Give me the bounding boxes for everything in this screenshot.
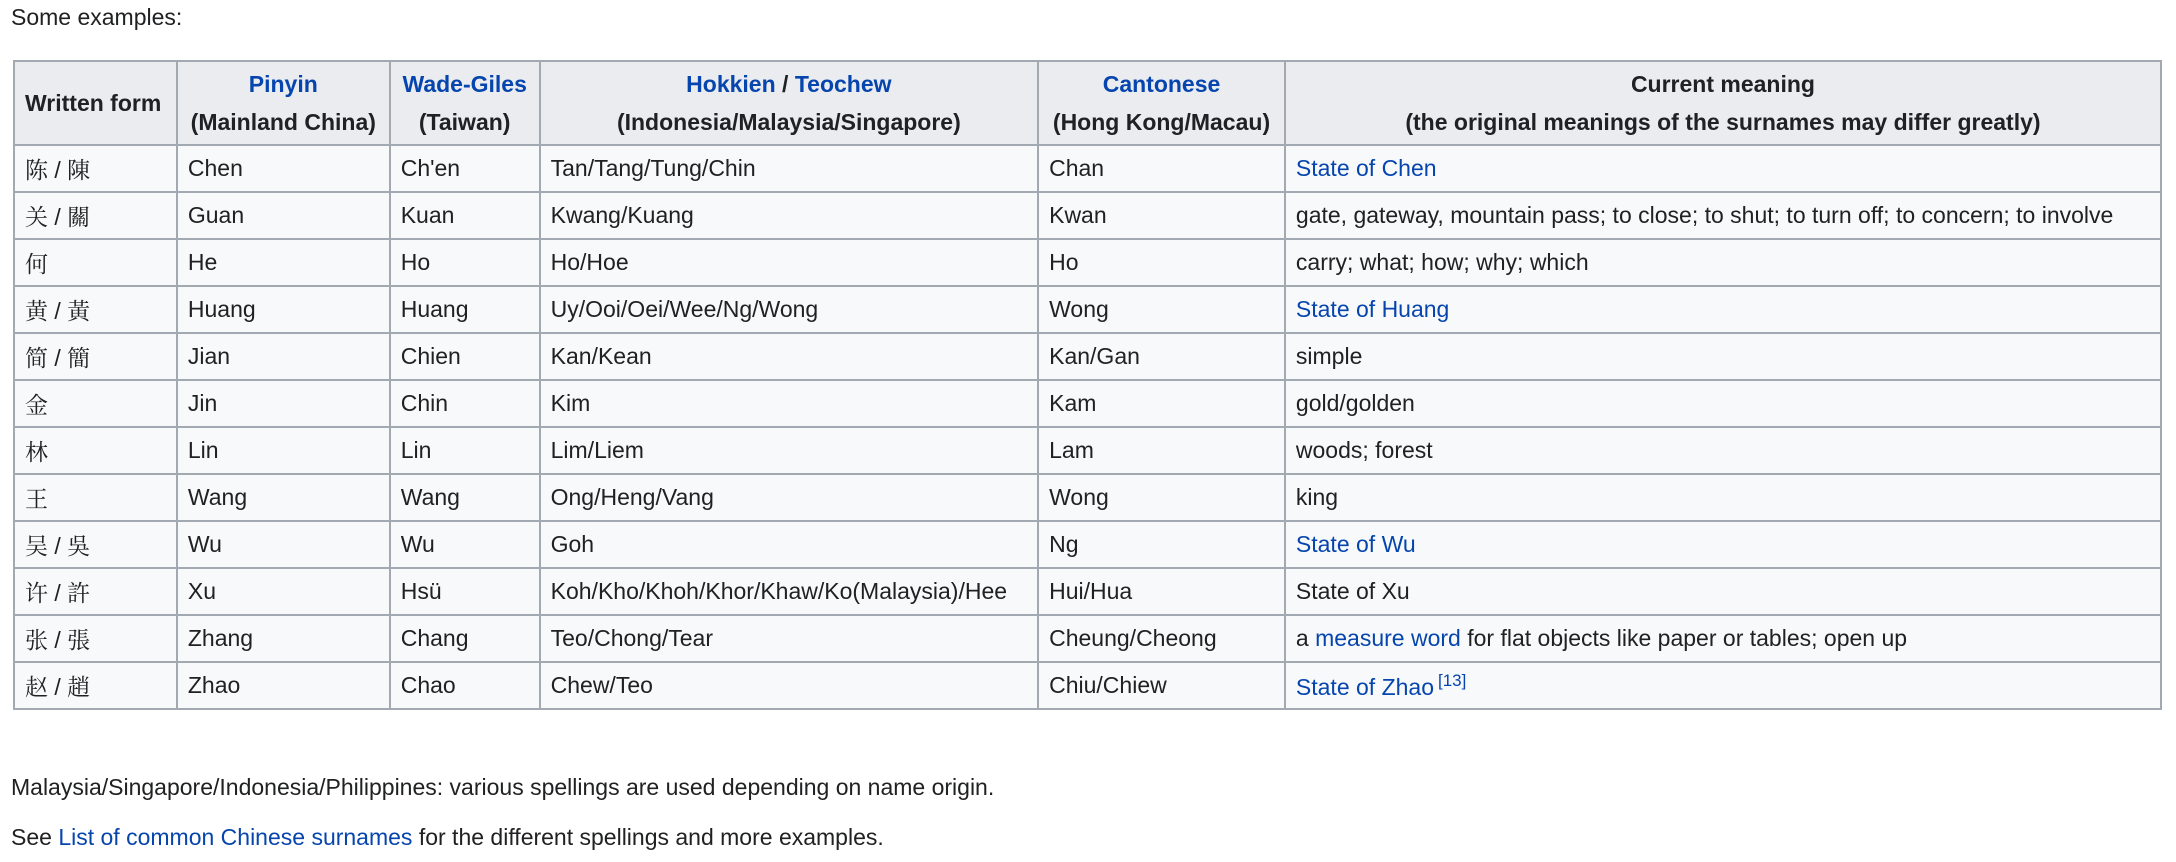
- meaning-cell: king: [1285, 474, 2161, 521]
- meaning-cell: [1285, 662, 2161, 709]
- written-form-cell: 林: [14, 427, 177, 474]
- written-form-cell: 关 / 關: [14, 192, 177, 239]
- meaning-cell: [1285, 145, 2161, 192]
- hokkien-cell: Kim: [540, 380, 1038, 427]
- table-row: [14, 427, 2161, 474]
- hokkien-cell: Uy/Ooi/Oei/Wee/Ng/Wong: [540, 286, 1038, 333]
- pinyin-cell: Lin: [177, 427, 390, 474]
- header-pinyin: Pinyin (Mainland China): [177, 61, 390, 145]
- written-form-cell: 简 / 簡: [14, 333, 177, 380]
- table-row: [14, 192, 2161, 239]
- written-form-cell: 许 / 許: [14, 568, 177, 615]
- hokkien-cell: Ong/Heng/Vang: [540, 474, 1038, 521]
- meaning-cell: State of Xu: [1285, 568, 2161, 615]
- header-wade-giles: Wade-Giles (Taiwan): [390, 61, 540, 145]
- wade-giles-link[interactable]: Wade-Giles: [402, 71, 527, 97]
- cantonese-cell: Lam: [1038, 427, 1285, 474]
- meaning-cell: [1285, 286, 2161, 333]
- cantonese-cell: Ho: [1038, 239, 1285, 286]
- pinyin-cell: Wang: [177, 474, 390, 521]
- table-row: [14, 474, 2161, 521]
- surnames-table: [13, 60, 2162, 710]
- pinyin-cell: Jin: [177, 380, 390, 427]
- meaning-cell: simple: [1285, 333, 2161, 380]
- cantonese-cell: Chan: [1038, 145, 1285, 192]
- wade-giles-cell: Lin: [390, 427, 540, 474]
- hokkien-cell: Lim/Liem: [540, 427, 1038, 474]
- meaning-cell: gold/golden: [1285, 380, 2161, 427]
- wade-giles-cell: Chao: [390, 662, 540, 709]
- written-form-cell: 赵 / 趙: [14, 662, 177, 709]
- wade-giles-cell: Kuan: [390, 192, 540, 239]
- pinyin-cell: Wu: [177, 521, 390, 568]
- hokkien-cell: Kan/Kean: [540, 333, 1038, 380]
- hokkien-cell: Tan/Tang/Tung/Chin: [540, 145, 1038, 192]
- wade-giles-cell: Ho: [390, 239, 540, 286]
- spelling-note: Malaysia/Singapore/Indonesia/Philippines: various spellings are used depending on name origin.: [11, 774, 995, 800]
- header-written-form: Written form: [14, 61, 177, 145]
- table-row: [14, 568, 2161, 615]
- pinyin-cell: He: [177, 239, 390, 286]
- state-of-wu-link[interactable]: State of Wu: [1295, 531, 1416, 557]
- wade-giles-cell: Chin: [390, 380, 540, 427]
- pinyin-cell: Xu: [177, 568, 390, 615]
- cantonese-cell: Kwan: [1038, 192, 1285, 239]
- measure-word-link[interactable]: measure word: [1315, 625, 1461, 651]
- wade-giles-cell: Ch'en: [390, 145, 540, 192]
- state-of-zhao-link[interactable]: State of Zhao: [1295, 673, 1434, 700]
- pinyin-link[interactable]: Pinyin: [248, 71, 318, 97]
- meaning-cell: a measure word for flat objects like paper or tables; open up: [1285, 615, 2161, 662]
- pinyin-cell: Jian: [177, 333, 390, 380]
- header-cantonese: Cantonese (Hong Kong/Macau): [1038, 61, 1285, 145]
- cantonese-cell: Ng: [1038, 521, 1285, 568]
- pinyin-cell: Zhao: [177, 662, 390, 709]
- table-row: [14, 286, 2161, 333]
- hokkien-cell: Koh/Kho/Khoh/Khor/Khaw/Ko(Malaysia)/Hee: [540, 568, 1038, 615]
- hokkien-cell: Ho/Hoe: [540, 239, 1038, 286]
- table-row: [14, 145, 2161, 192]
- wade-giles-cell: Wang: [390, 474, 540, 521]
- table-row: [14, 615, 2161, 662]
- pinyin-cell: Chen: [177, 145, 390, 192]
- cantonese-cell: Kan/Gan: [1038, 333, 1285, 380]
- state-of-huang-link[interactable]: State of Huang: [1295, 296, 1450, 322]
- table-row: [14, 239, 2161, 286]
- table-row: [14, 662, 2161, 709]
- header-hokkien-teochew: Hokkien / Teochew (Indonesia/Malaysia/Singapore): [540, 61, 1038, 145]
- see-also-note: See List of common Chinese surnames for the different spellings and more examples.: [11, 824, 884, 850]
- wade-giles-cell: Chien: [390, 333, 540, 380]
- written-form-cell: 何: [14, 239, 177, 286]
- written-form-cell: 王: [14, 474, 177, 521]
- cantonese-cell: Chiu/Chiew: [1038, 662, 1285, 709]
- pinyin-cell: Zhang: [177, 615, 390, 662]
- cantonese-cell: Kam: [1038, 380, 1285, 427]
- table-row: [14, 521, 2161, 568]
- meaning-cell: gate, gateway, mountain pass; to close; to shut; to turn off; to concern; to involve: [1285, 192, 2161, 239]
- written-form-cell: 黄 / 黃: [14, 286, 177, 333]
- header-current-meaning: Current meaning (the original meanings of the surnames may differ greatly): [1285, 61, 2161, 145]
- hokkien-cell: Goh: [540, 521, 1038, 568]
- wade-giles-cell: Hsü: [390, 568, 540, 615]
- meaning-cell: [1285, 521, 2161, 568]
- cantonese-cell: Wong: [1038, 474, 1285, 521]
- wade-giles-cell: Wu: [390, 521, 540, 568]
- cantonese-link[interactable]: Cantonese: [1102, 71, 1221, 97]
- pinyin-cell: Guan: [177, 192, 390, 239]
- written-form-cell: 陈 / 陳: [14, 145, 177, 192]
- table-header-row: [14, 61, 2161, 145]
- pinyin-cell: Huang: [177, 286, 390, 333]
- wade-giles-cell: Huang: [390, 286, 540, 333]
- list-of-surnames-link[interactable]: List of common Chinese surnames: [58, 824, 413, 850]
- reference-13-link[interactable]: [13]: [1438, 670, 1467, 690]
- cantonese-cell: Wong: [1038, 286, 1285, 333]
- cantonese-cell: Cheung/Cheong: [1038, 615, 1285, 662]
- written-form-cell: 金: [14, 380, 177, 427]
- wade-giles-cell: Chang: [390, 615, 540, 662]
- meaning-cell: carry; what; how; why; which: [1285, 239, 2161, 286]
- hokkien-link[interactable]: Hokkien: [686, 71, 776, 97]
- state-of-chen-link[interactable]: State of Chen: [1295, 155, 1437, 181]
- hokkien-cell: Teo/Chong/Tear: [540, 615, 1038, 662]
- hokkien-cell: Kwang/Kuang: [540, 192, 1038, 239]
- meaning-cell: woods; forest: [1285, 427, 2161, 474]
- written-form-cell: 吴 / 吳: [14, 521, 177, 568]
- cantonese-cell: Hui/Hua: [1038, 568, 1285, 615]
- teochew-link[interactable]: Teochew: [794, 71, 892, 97]
- intro-text: Some examples:: [11, 4, 183, 30]
- written-form-cell: 张 / 張: [14, 615, 177, 662]
- table-row: [14, 333, 2161, 380]
- hokkien-cell: Chew/Teo: [540, 662, 1038, 709]
- table-row: [14, 380, 2161, 427]
